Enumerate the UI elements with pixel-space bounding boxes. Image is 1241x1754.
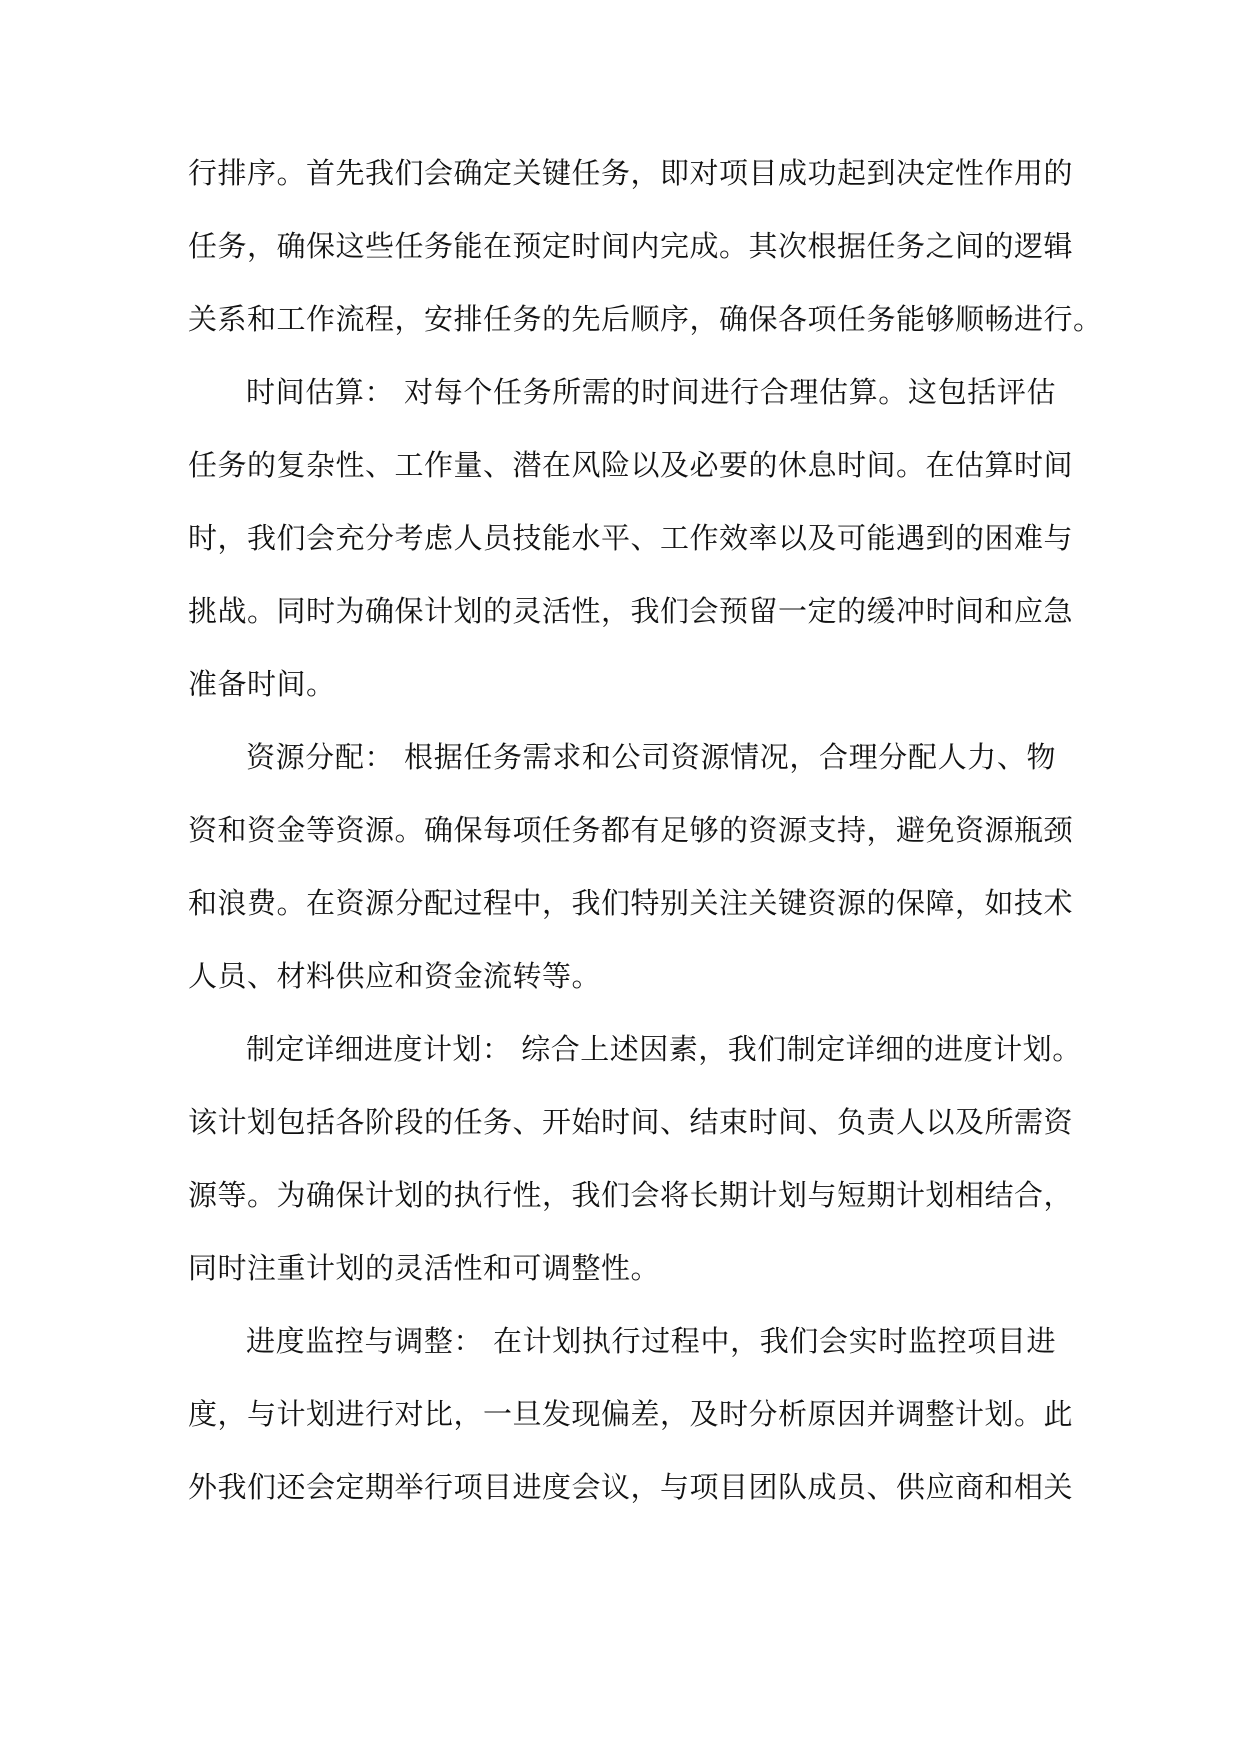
text-line: 制定详细进度计划： 综合上述因素，我们制定详细的进度计划。 [246, 1032, 1082, 1066]
text-line: 进度监控与调整： 在计划执行过程中，我们会实时监控项目进 [246, 1324, 1056, 1358]
document-body [188, 142, 1103, 1529]
text-line: 资和资金等资源。确保每项任务都有足够的资源支持，避免资源瓶颈 [188, 813, 1074, 847]
text-line: 度，与计划进行对比，一旦发现偏差，及时分析原因并调整计划。此 [188, 1397, 1074, 1431]
text-line: 资源分配： 根据任务需求和公司资源情况，合理分配人力、物 [246, 740, 1056, 774]
text-line: 时间估算： 对每个任务所需的时间进行合理估算。这包括评估 [246, 375, 1056, 409]
text-line: 和浪费。在资源分配过程中，我们特别关注关键资源的保障，如技术 [188, 886, 1074, 920]
text-line: 外我们还会定期举行项目进度会议，与项目团队成员、供应商和相关 [188, 1470, 1074, 1504]
text-line: 同时注重计划的灵活性和可调整性。 [188, 1251, 661, 1285]
text-line: 行排序。首先我们会确定关键任务，即对项目成功起到决定性作用的 [188, 156, 1074, 190]
text-line: 任务，确保这些任务能在预定时间内完成。其次根据任务之间的逻辑 [188, 229, 1074, 263]
text-line: 源等。为确保计划的执行性，我们会将长期计划与短期计划相结合， [188, 1178, 1074, 1212]
text-line: 任务的复杂性、工作量、潜在风险以及必要的休息时间。在估算时间 [188, 448, 1074, 482]
text-line: 该计划包括各阶段的任务、开始时间、结束时间、负责人以及所需资 [188, 1105, 1074, 1139]
text-line: 挑战。同时为确保计划的灵活性，我们会预留一定的缓冲时间和应急 [188, 594, 1074, 628]
text-line: 关系和工作流程，安排任务的先后顺序，确保各项任务能够顺畅进行。 [188, 302, 1103, 336]
text-line: 准备时间。 [188, 667, 336, 701]
text-line: 时，我们会充分考虑人员技能水平、工作效率以及可能遇到的困难与 [188, 521, 1074, 555]
text-line: 人员、材料供应和资金流转等。 [188, 959, 602, 993]
